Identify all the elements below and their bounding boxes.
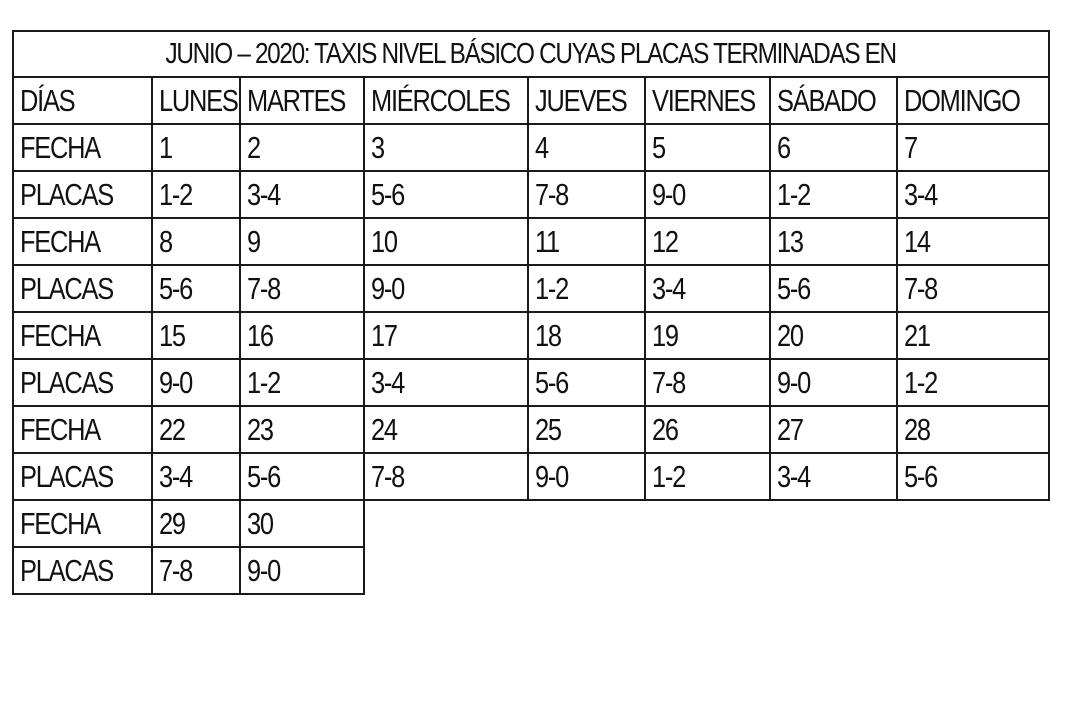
placas-cell: 7-8 xyxy=(152,547,240,594)
days-header-row xyxy=(13,77,1049,124)
placas-row xyxy=(13,547,1049,594)
fecha-cell: 3 xyxy=(364,124,528,171)
fecha-row xyxy=(13,500,1049,547)
fecha-cell: 2 xyxy=(240,124,364,171)
fecha-cell: 27 xyxy=(770,406,897,453)
placas-cell: 9-0 xyxy=(364,265,528,312)
placas-cell: 5-6 xyxy=(364,171,528,218)
fecha-row-label: FECHA xyxy=(13,500,152,547)
fecha-cell: 10 xyxy=(364,218,528,265)
fecha-cell: 4 xyxy=(528,124,645,171)
fecha-row-label: FECHA xyxy=(13,124,152,171)
placas-cell: 9-0 xyxy=(152,359,240,406)
table-title-text: JUNIO – 2020: TAXIS NIVEL BÁSICO CUYAS PLACAS TERMINADAS EN xyxy=(165,37,897,70)
placas-cell: 1-2 xyxy=(645,453,770,500)
fecha-cell: 21 xyxy=(897,312,1049,359)
fecha-cell: 15 xyxy=(152,312,240,359)
fecha-cell: 23 xyxy=(240,406,364,453)
fecha-cell: 30 xyxy=(240,500,364,547)
placas-cell: 9-0 xyxy=(240,547,364,594)
placas-cell: 9-0 xyxy=(770,359,897,406)
fecha-cell: 20 xyxy=(770,312,897,359)
placas-cell: 3-4 xyxy=(645,265,770,312)
fecha-cell: 9 xyxy=(240,218,364,265)
placas-row xyxy=(13,359,1049,406)
fecha-row xyxy=(13,218,1049,265)
title-row xyxy=(13,31,1049,77)
fecha-cell: 18 xyxy=(528,312,645,359)
fecha-cell: 14 xyxy=(897,218,1049,265)
day-header-viernes: VIERNES xyxy=(645,77,770,124)
placas-cell: 7-8 xyxy=(897,265,1049,312)
placas-cell: 9-0 xyxy=(645,171,770,218)
placas-row-label: PLACAS xyxy=(13,171,152,218)
table-title xyxy=(13,31,1049,77)
fecha-cell: 22 xyxy=(152,406,240,453)
day-header-lunes: LUNES xyxy=(152,77,240,124)
fecha-cell: 7 xyxy=(897,124,1049,171)
schedule-document xyxy=(12,30,1050,595)
placas-row xyxy=(13,453,1049,500)
placas-cell: 7-8 xyxy=(240,265,364,312)
placas-row xyxy=(13,265,1049,312)
fecha-row xyxy=(13,312,1049,359)
fecha-cell: 8 xyxy=(152,218,240,265)
fecha-cell: 11 xyxy=(528,218,645,265)
placas-cell: 5-6 xyxy=(152,265,240,312)
placas-cell: 1-2 xyxy=(528,265,645,312)
placas-cell: 5-6 xyxy=(240,453,364,500)
placas-cell: 1-2 xyxy=(770,171,897,218)
placas-cell: 3-4 xyxy=(897,171,1049,218)
fecha-cell: 29 xyxy=(152,500,240,547)
empty-area xyxy=(364,500,1049,547)
fecha-cell: 13 xyxy=(770,218,897,265)
fecha-cell: 19 xyxy=(645,312,770,359)
placas-row-label: PLACAS xyxy=(13,265,152,312)
placas-cell: 5-6 xyxy=(770,265,897,312)
placas-cell: 3-4 xyxy=(240,171,364,218)
placas-row-label: PLACAS xyxy=(13,359,152,406)
fecha-cell: 28 xyxy=(897,406,1049,453)
placas-cell: 5-6 xyxy=(897,453,1049,500)
fecha-cell: 16 xyxy=(240,312,364,359)
taxi-plate-schedule-table xyxy=(12,30,1050,595)
empty-area xyxy=(364,547,1049,594)
fecha-cell: 17 xyxy=(364,312,528,359)
placas-row xyxy=(13,171,1049,218)
placas-cell: 7-8 xyxy=(364,453,528,500)
placas-cell: 9-0 xyxy=(528,453,645,500)
fecha-cell: 6 xyxy=(770,124,897,171)
day-header-martes: MARTES xyxy=(240,77,364,124)
day-header-domingo: DOMINGO xyxy=(897,77,1049,124)
placas-cell: 1-2 xyxy=(897,359,1049,406)
fecha-cell: 24 xyxy=(364,406,528,453)
fecha-row-label: FECHA xyxy=(13,218,152,265)
placas-row-label: PLACAS xyxy=(13,547,152,594)
fecha-row-label: FECHA xyxy=(13,406,152,453)
fecha-row xyxy=(13,406,1049,453)
fecha-cell: 1 xyxy=(152,124,240,171)
fecha-cell: 25 xyxy=(528,406,645,453)
placas-cell: 1-2 xyxy=(152,171,240,218)
placas-row-label: PLACAS xyxy=(13,453,152,500)
fecha-cell: 26 xyxy=(645,406,770,453)
days-row-label: DÍAS xyxy=(13,77,152,124)
fecha-cell: 5 xyxy=(645,124,770,171)
day-header-miercoles: MIÉRCOLES xyxy=(364,77,528,124)
day-header-jueves: JUEVES xyxy=(528,77,645,124)
placas-cell: 3-4 xyxy=(152,453,240,500)
placas-cell: 3-4 xyxy=(364,359,528,406)
placas-cell: 7-8 xyxy=(645,359,770,406)
fecha-cell: 12 xyxy=(645,218,770,265)
fecha-row-label: FECHA xyxy=(13,312,152,359)
day-header-sabado: SÁBADO xyxy=(770,77,897,124)
placas-cell: 3-4 xyxy=(770,453,897,500)
placas-cell: 7-8 xyxy=(528,171,645,218)
placas-cell: 5-6 xyxy=(528,359,645,406)
fecha-row xyxy=(13,124,1049,171)
placas-cell: 1-2 xyxy=(240,359,364,406)
